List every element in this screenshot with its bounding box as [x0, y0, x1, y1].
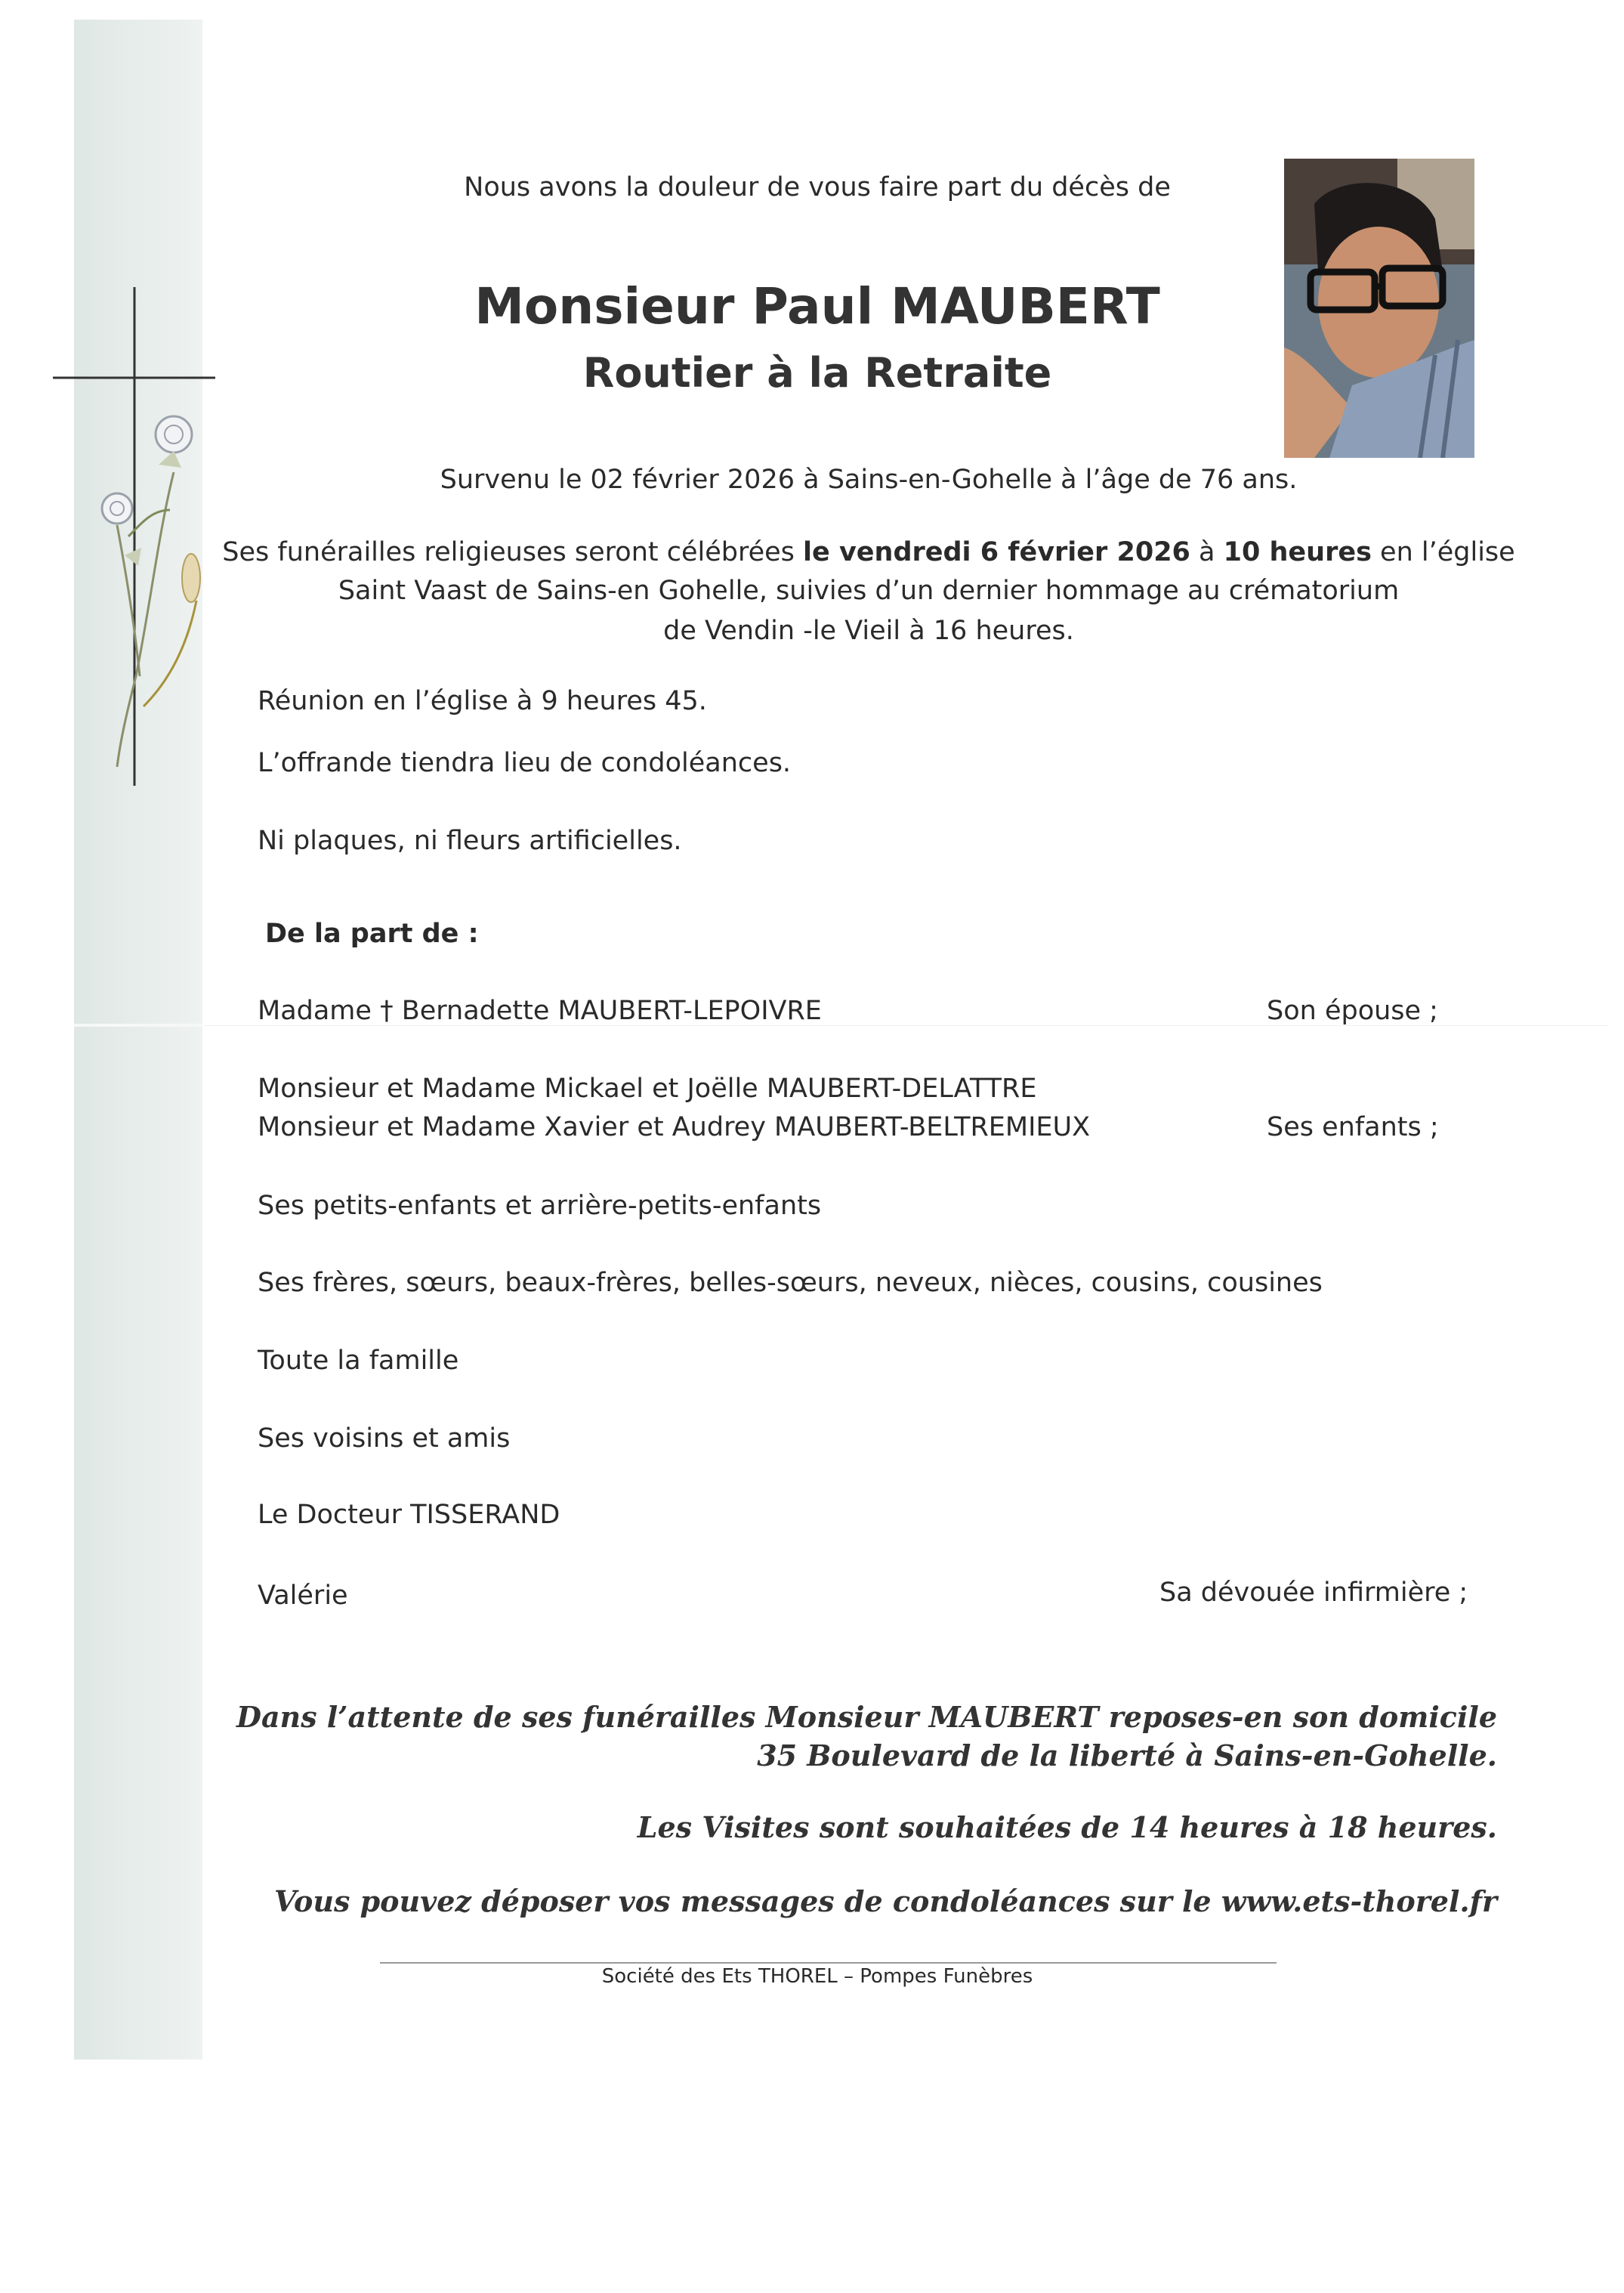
funeral-text: à — [1190, 537, 1224, 567]
funeral-time: 10 heures — [1223, 537, 1372, 567]
family-row-left: Ses voisins et amis — [258, 1423, 511, 1454]
family-row-left: Monsieur et Madame Mickael et Joëlle MAUBERT-DELATTRE — [258, 1074, 1037, 1104]
no-flowers-info: Ni plaques, ni fleurs artificielles. — [258, 826, 682, 856]
family-row-left: Madame † Bernadette MAUBERT-LEPOIVRE — [258, 996, 822, 1026]
occupation: Routier à la Retraite — [582, 349, 1052, 397]
family-row-left: Valérie — [258, 1581, 348, 1611]
intro-text: Nous avons la douleur de vous faire part du décès de — [464, 172, 1171, 202]
portrait-photo — [1284, 159, 1474, 458]
family-row-right: Ses enfants ; — [1267, 1112, 1439, 1142]
family-row-right: Son épouse ; — [1267, 996, 1438, 1026]
funeral-text: en l’église — [1371, 537, 1515, 567]
funeral-date: le vendredi 6 février 2026 — [803, 537, 1190, 567]
reunion-info: Réunion en l’église à 9 heures 45. — [258, 686, 707, 716]
family-row-left: Toute la famille — [258, 1346, 459, 1376]
family-row-left: Ses petits-enfants et arrière-petits-enfants — [258, 1191, 822, 1221]
funeral-line-3: de Vendin -le Vieil à 16 heures. — [663, 616, 1074, 646]
footer-divider — [380, 1962, 1277, 1964]
family-heading: De la part de : — [265, 919, 479, 949]
deceased-name: Monsieur Paul MAUBERT — [474, 277, 1160, 335]
visits-info: Les Visites sont souhaitées de 14 heures à 18 heures. — [637, 1810, 1497, 1844]
funeral-line-2: Saint Vaast de Sains-en Gohelle, suivies d’un dernier hommage au crématorium — [338, 576, 1400, 606]
strip-fold — [74, 1024, 202, 1027]
funeral-line-1 — [222, 537, 1514, 567]
rest-line-1: Dans l’attente de ses funérailles Monsieur MAUBERT reposes-en son domicile — [236, 1700, 1497, 1734]
messages-info: Vous pouvez déposer vos messages de condoléances sur le www.ets-thorel.fr — [273, 1884, 1497, 1918]
family-row-left: Ses frères, sœurs, beaux-frères, belles-sœurs, neveux, nièces, cousins, cousines — [258, 1268, 1323, 1298]
cross-with-roses-icon — [45, 283, 227, 790]
death-info: Survenu le 02 février 2026 à Sains-en-Gohelle à l’âge de 76 ans. — [440, 465, 1298, 495]
funeral-text: Ses funérailles religieuses seront célébrées — [222, 537, 804, 567]
footer-company: Société des Ets THOREL – Pompes Funèbres — [601, 1965, 1033, 1988]
family-row-right: Sa dévouée infirmière ; — [1159, 1578, 1468, 1608]
family-row-left: Le Docteur TISSERAND — [258, 1500, 560, 1530]
family-row-left: Monsieur et Madame Xavier et Audrey MAUBERT-BELTREMIEUX — [258, 1112, 1091, 1142]
rest-line-2: 35 Boulevard de la liberté à Sains-en-Gohelle. — [757, 1738, 1497, 1772]
offering-info: L’offrande tiendra lieu de condoléances. — [258, 748, 792, 778]
